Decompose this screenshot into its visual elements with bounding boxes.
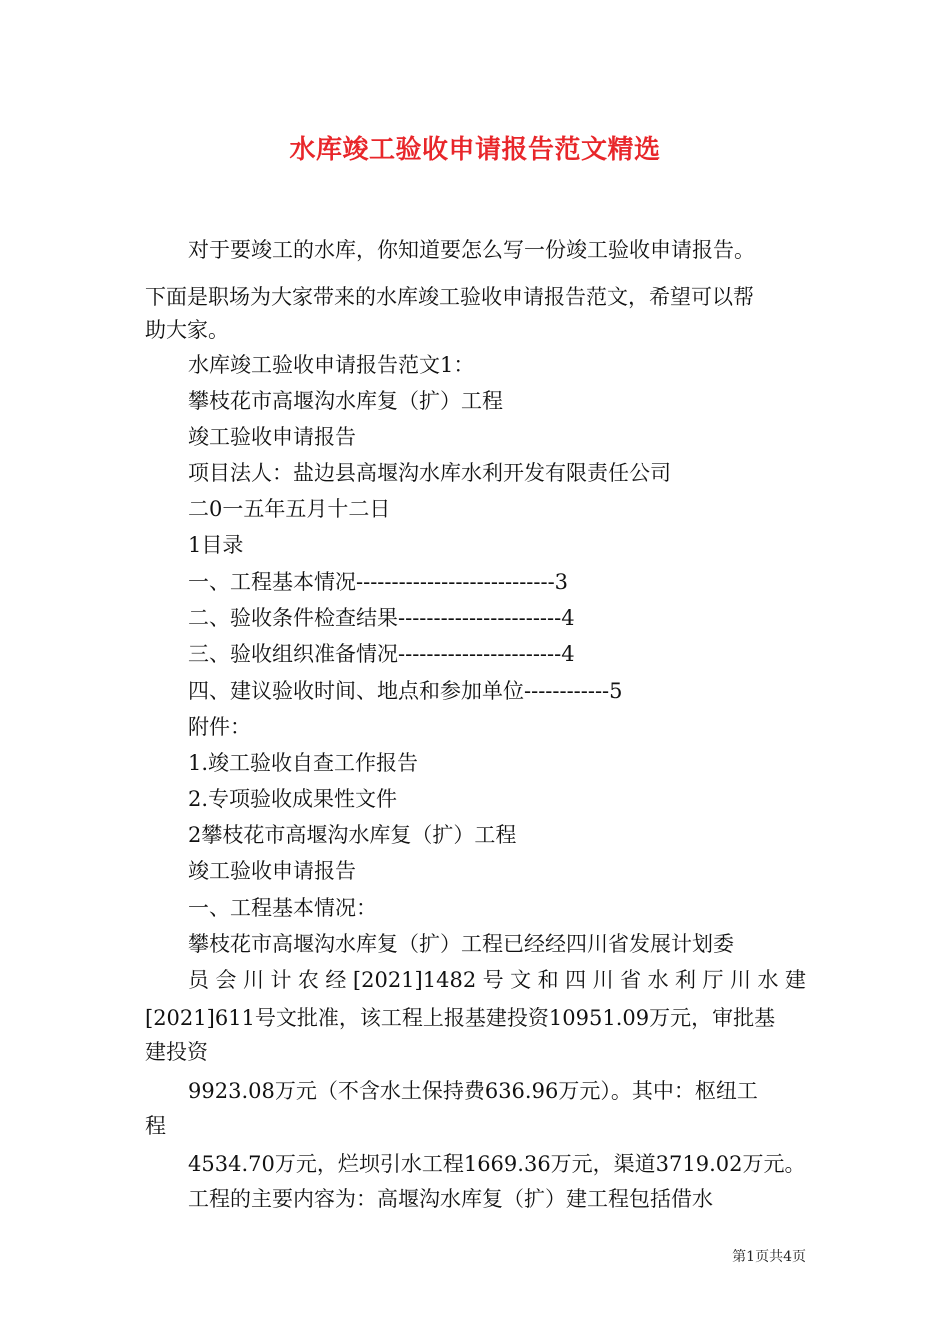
toc-item: 二、验收条件检查结果-----------------------4 bbox=[188, 606, 575, 630]
report-date: 二0一五年五月十二日 bbox=[188, 497, 391, 521]
toc-heading: 1目录 bbox=[188, 533, 244, 557]
body-paragraph-line: 工程的主要内容为：高堰沟水库复（扩）建工程包括借水 bbox=[188, 1187, 713, 1211]
section2-report: 竣工验收申请报告 bbox=[188, 859, 356, 883]
toc-item: 三、验收组织准备情况-----------------------4 bbox=[188, 642, 575, 666]
report-name: 竣工验收申请报告 bbox=[188, 425, 356, 449]
attachments-label: 附件： bbox=[188, 715, 251, 739]
body-paragraph-line: 攀枝花市高堰沟水库复（扩）工程已经经四川省发展计划委 bbox=[188, 932, 734, 956]
document-title: 水库竣工验收申请报告范文精选 bbox=[289, 135, 661, 165]
body-paragraph-line: 程 bbox=[145, 1114, 166, 1138]
legal-person: 项目法人：盐边县高堰沟水库水利开发有限责任公司 bbox=[188, 461, 671, 485]
section2-project: 2攀枝花市高堰沟水库复（扩）工程 bbox=[188, 823, 517, 847]
intro-line-1: 对于要竣工的水库，你知道要怎么写一份竣工验收申请报告。 bbox=[188, 238, 755, 262]
intro-line-2: 下面是职场为大家带来的水库竣工验收申请报告范文，希望可以帮 bbox=[145, 285, 754, 309]
attachment-item: 2.专项验收成果性文件 bbox=[188, 787, 398, 811]
section1-heading: 一、工程基本情况： bbox=[188, 896, 377, 920]
body-paragraph-line: 建投资 bbox=[145, 1040, 208, 1064]
intro-line-3: 助大家。 bbox=[145, 318, 229, 342]
toc-item: 一、工程基本情况----------------------------3 bbox=[188, 570, 569, 594]
sample-heading: 水库竣工验收申请报告范文1： bbox=[188, 353, 475, 377]
body-paragraph-line: 员会川计农经[2021]1482号文和四川省水利厅川水建 bbox=[188, 968, 806, 992]
project-name: 攀枝花市高堰沟水库复（扩）工程 bbox=[188, 389, 503, 413]
body-paragraph-line: [2021]611号文批准，该工程上报基建投资10951.09万元，审批基 bbox=[145, 1006, 776, 1030]
toc-item: 四、建议验收时间、地点和参加单位------------5 bbox=[188, 679, 623, 703]
page-number-footer: 第1页共4页 bbox=[732, 1249, 806, 1265]
body-paragraph-line: 9923.08万元（不含水土保持费636.96万元）。其中：枢纽工 bbox=[188, 1079, 758, 1103]
attachment-item: 1.竣工验收自查工作报告 bbox=[188, 751, 419, 775]
body-paragraph-line: 4534.70万元，烂坝引水工程1669.36万元，渠道3719.02万元。 bbox=[188, 1152, 806, 1176]
